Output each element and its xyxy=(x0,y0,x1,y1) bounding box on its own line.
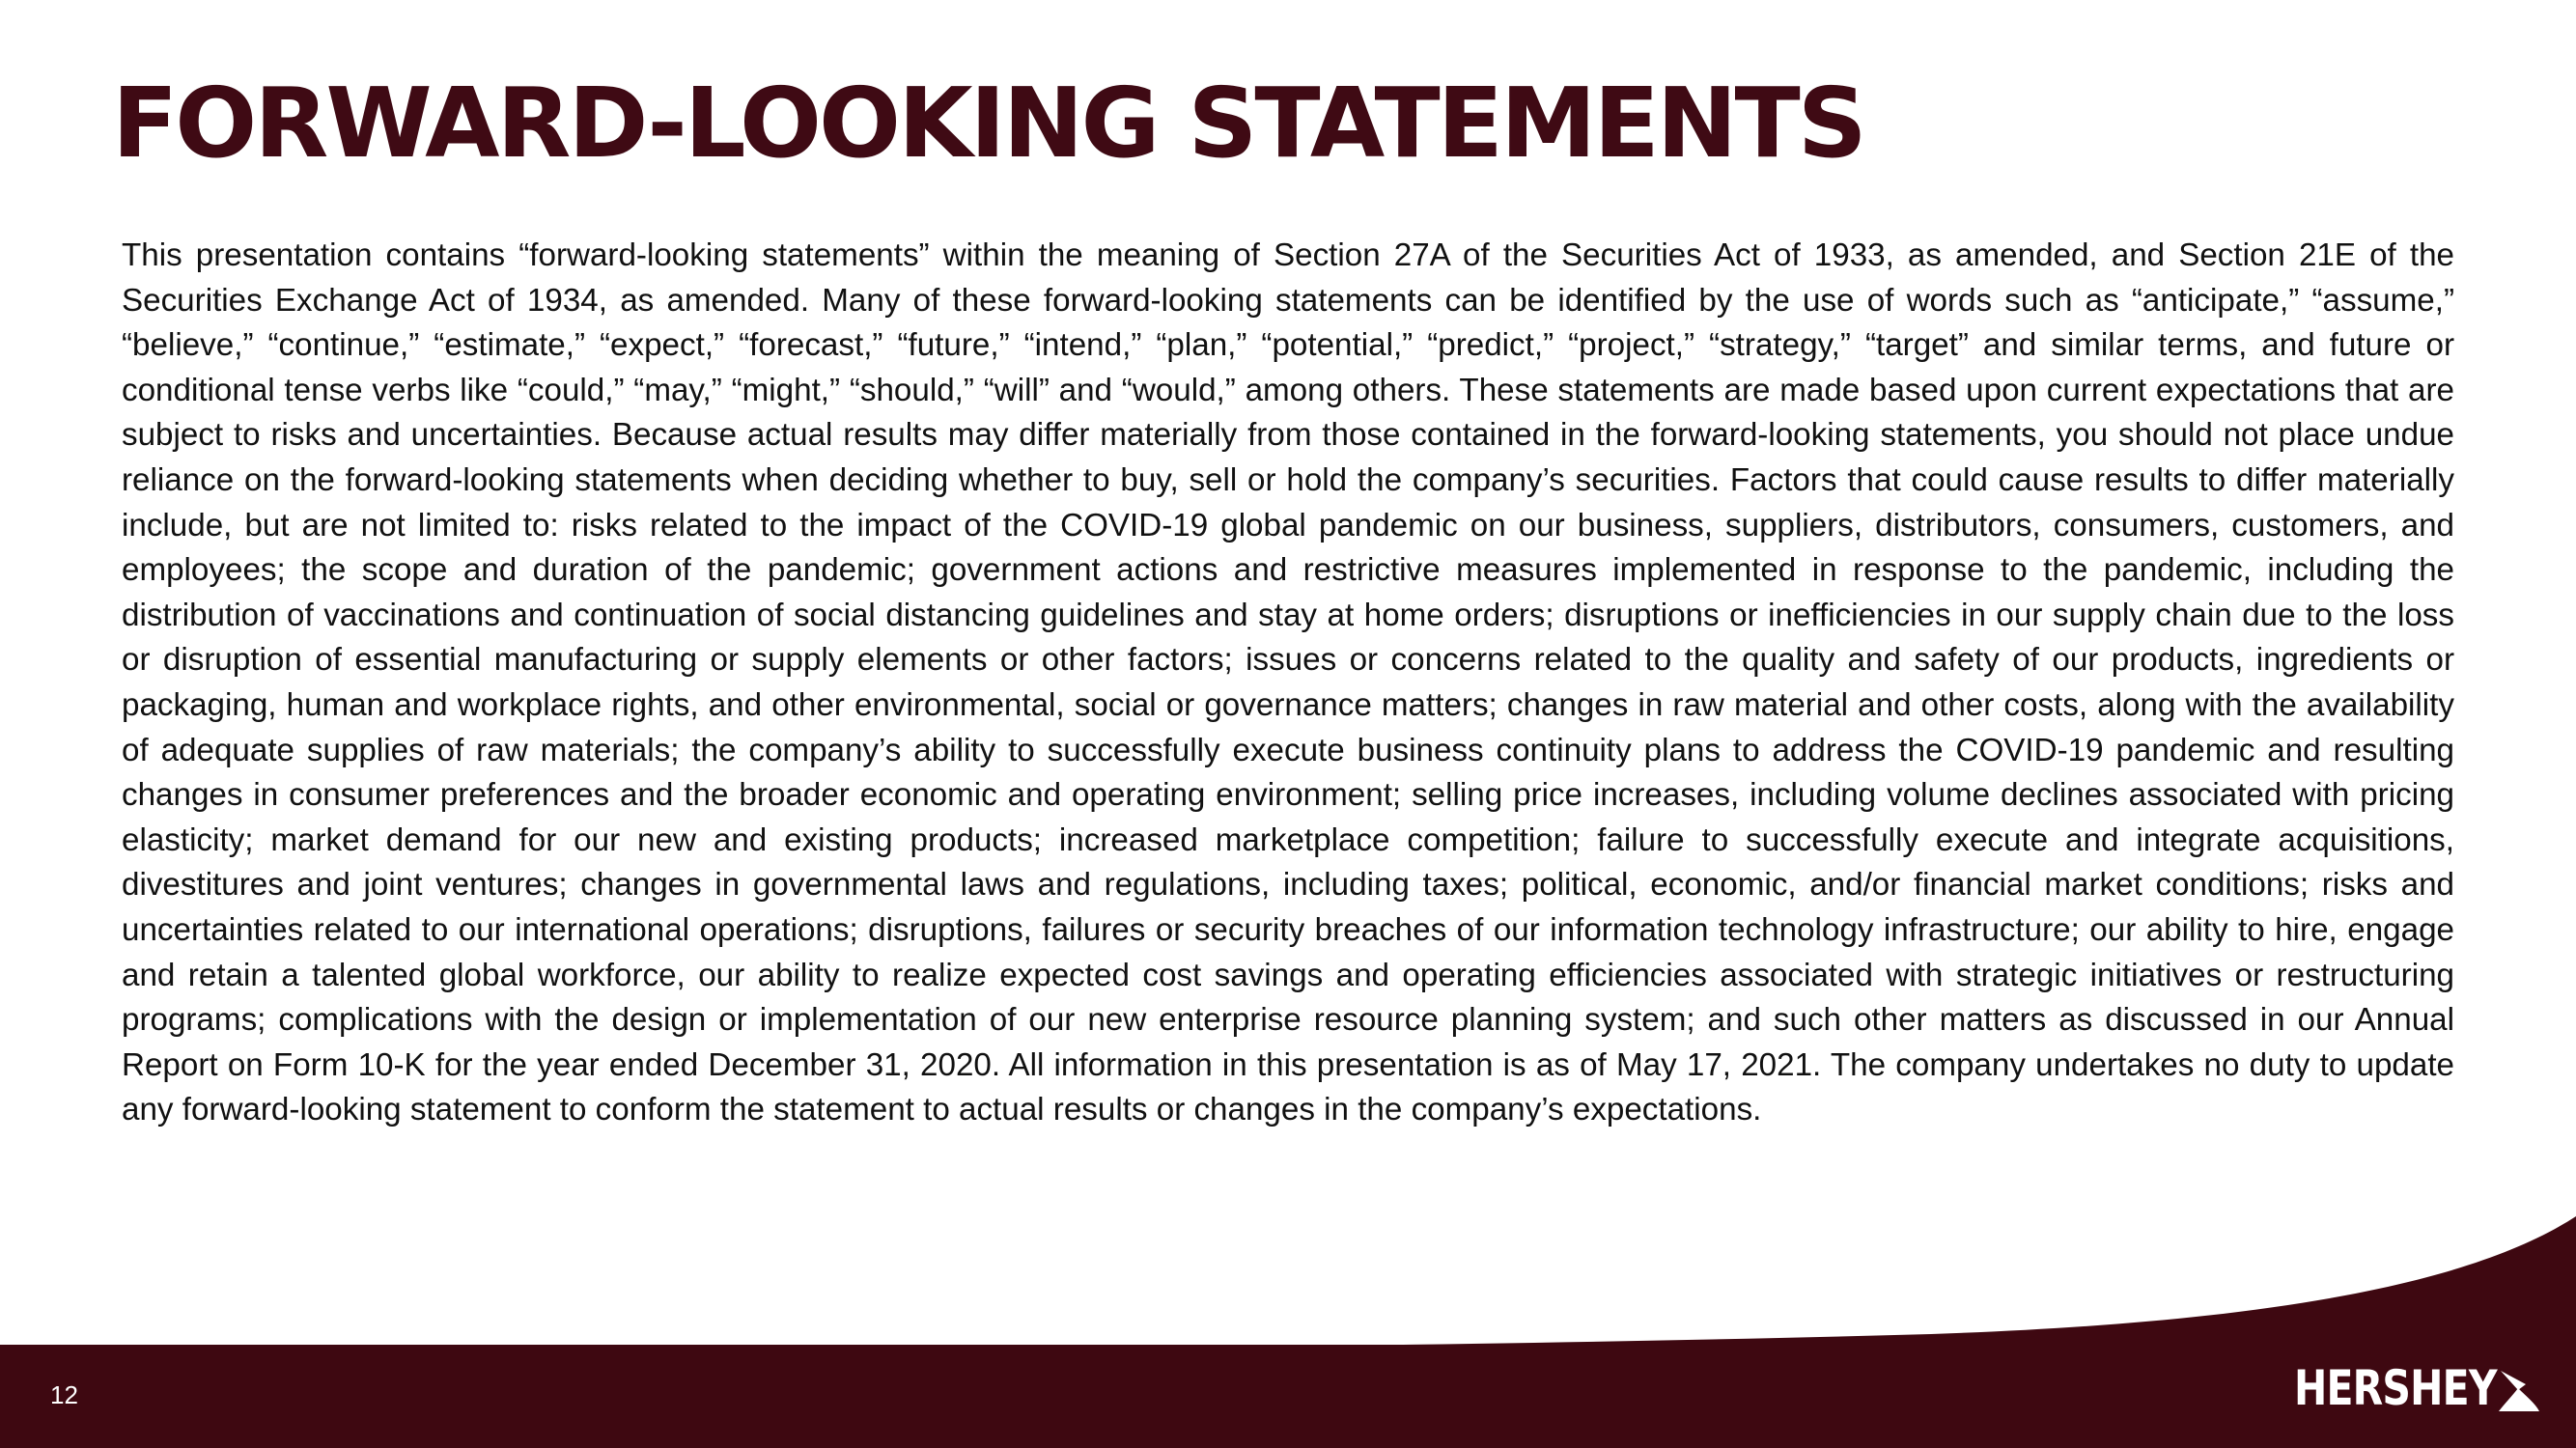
forward-looking-statement-body: This presentation contains “forward-looking statements” within the meaning of Section 27A of the Securities Act of 1933, as amended, and Section 21E of the Securities Exchange Act of 1934, as amended. Many of these forward-looking statements can be identified by the use of words such as “anticipate,” “assume,” “believe,” “continue,” “estimate,” “expect,” “forecast,” “future,” “intend,” “plan,” “potential,” “predict,” “project,” “strategy,” “target” and similar terms, and future or conditional tense verbs like “could,” “may,” “might,” “should,” “will” and “would,” among others. These statements are made based upon current expectations that are subject to risks and uncertainties. Because actual results may differ materially from those contained in the forward-looking statements, you should not place undue reliance on the forward-looking statements when deciding whether to buy, sell or hold the company’s securities. Factors that could cause results to differ materially include, but are not limited to: risks related to the impact of the COVID-19 global pandemic on our business, suppliers, distributors, consumers, customers, and employees; the scope and duration of the pandemic; government actions and restrictive measures implemented in response to the pandemic, including the distribution of vaccinations and continuation of social distancing guidelines and stay at home orders; disruptions or inefficiencies in our supply chain due to the loss or disruption of essential manufacturing or supply elements or other factors; issues or concerns related to the quality and safety of our products, ingredients or packaging, human and workplace rights, and other environmental, social or governance matters; changes in raw material and other costs, along with the availability of adequate supplies of raw materials; the company’s ability to successfully execute business continuity plans to address the COVID-19 pandemic and resulting changes in consumer preferences and the broader economic and operating environment; selling price increases, including volume declines associated with pricing elasticity; market demand for our new and existing products; increased marketplace competition; failure to successfully execute and integrate acquisitions, divestitures and joint ventures; changes in governmental laws and regulations, including taxes; political, economic, and/or financial market conditions; risks and uncertainties related to our international operations; disruptions, failures or security breaches of our information technology infrastructure; our ability to hire, engage and retain a talented global workforce, our ability to realize expected cost savings and operating efficiencies associated with strategic initiatives or restructuring programs; complications with the design or implementation of our new enterprise resource planning system; and such other matters as discussed in our Annual Report on Form 10-K for the year ended December 31, 2020. All information in this presentation is as of May 17, 2021. The company undertakes no duty to update any forward-looking statement to conform the statement to actual results or changes in the company’s expectations. xyxy=(122,237,2454,1128)
hershey-logo xyxy=(2294,1359,2541,1417)
hershey-kiss-icon xyxy=(2497,1367,2541,1415)
page-number: 12 xyxy=(50,1380,78,1409)
hershey-logo-text: HERSHEY xyxy=(2294,1360,2497,1416)
slide-title: FORWARD-LOOKING STATEMENTS xyxy=(112,67,1864,180)
footer-band xyxy=(0,1345,2576,1448)
